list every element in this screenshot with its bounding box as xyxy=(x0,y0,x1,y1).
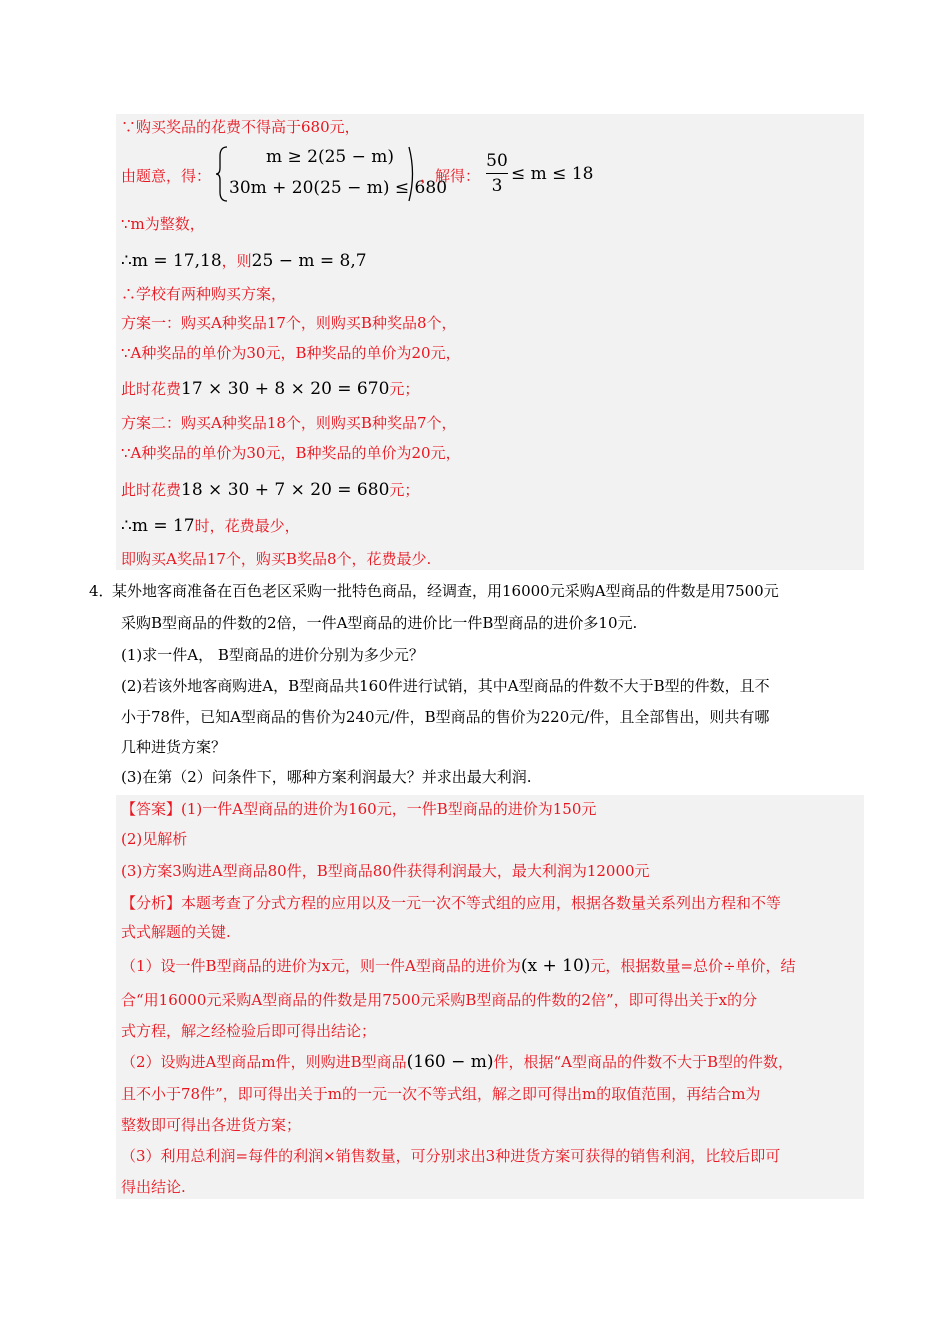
fraction-bar xyxy=(486,173,508,174)
solution-line: ∵m为整数， xyxy=(121,215,205,233)
question-text: 几种进货方案？ xyxy=(121,738,227,756)
inequality-result: ≤ m ≤ 18 xyxy=(511,164,594,184)
analysis-line: 且不小于78件”，即可得出关于m的一元一次不等式组，解之即可得出m的取值范围，再结合m为 xyxy=(121,1085,761,1103)
solution-line: 方案一：购买A种奖品17个，则购买B种奖品8个， xyxy=(121,314,457,332)
solve-label: ，解得： xyxy=(420,167,481,185)
analysis-line: （2）设购进A型商品m件，则购进B型商品(160 − m)件，根据“A型商品的件数不大于B型的件数， xyxy=(121,1052,794,1072)
solution-line: 方案二：购买A种奖品18个，则购买B种奖品7个， xyxy=(121,414,457,432)
question-text: 小于78件，已知A型商品的售价为240元/件，B型商品的售价为220元/件，且全部售出，则共有哪 xyxy=(121,708,770,726)
analysis-line: （1）设一件B型商品的进价为x元，则一件A型商品的进价为(x + 10)元，根据数量=总价÷单价，结 xyxy=(121,956,796,976)
analysis-line: 整数即可得出各进货方案； xyxy=(121,1116,302,1134)
analysis-line: 式式解题的关键. xyxy=(121,923,231,941)
paren-right-icon xyxy=(407,146,417,202)
analysis-line: 合“用16000元采购A型商品的件数是用7500元采购B型商品的件数的2倍”，即可得出关于x的分 xyxy=(121,991,758,1009)
analysis-line: （3）利用总利润=每件的利润×销售数量，可分别求出3种进货方案可获得的销售利润，比较后即可 xyxy=(121,1147,781,1165)
answer-line: (3)方案3购进A型商品80件，B型商品80件获得利润最大，最大利润为12000元 xyxy=(121,862,650,880)
question-part: (1)求一件A， B型商品的进价分别为多少元？ xyxy=(121,646,424,664)
solution-line: 此时花费18 × 30 + 7 × 20 = 680元； xyxy=(121,480,420,500)
solution-line-system: 由题意，得： xyxy=(121,167,212,185)
answer-line: 【答案】(1)一件A型商品的进价为160元，一件B型商品的进价为150元 xyxy=(121,800,597,818)
answer-line: (2)见解析 xyxy=(121,830,188,848)
question-number: 4． xyxy=(89,582,114,600)
solution-line: ∵购买奖品的花费不得高于680元， xyxy=(121,118,360,136)
question-text: 采购B型商品的件数的2倍，一件A型商品的进价比一件B型商品的进价多10元. xyxy=(121,614,638,632)
solution-line: ∵A种奖品的单价为30元，B种奖品的单价为20元， xyxy=(121,444,461,462)
solution-line: ∴学校有两种购买方案， xyxy=(121,285,287,303)
question-part: (3)在第（2）问条件下，哪种方案利润最大？并求出最大利润. xyxy=(121,768,532,786)
fraction-denominator: 3 xyxy=(491,176,503,196)
solution-line: ∴m = 17时，花费最少， xyxy=(121,516,300,536)
fraction-numerator: 50 xyxy=(486,151,508,171)
question-text: 某外地客商准备在百色老区采购一批特色商品，经调查，用16000元采购A型商品的件数是用7500元 xyxy=(112,582,779,600)
solution-line: 此时花费17 × 30 + 8 × 20 = 670元； xyxy=(121,379,420,399)
question-part: (2)若该外地客商购进A，B型商品共160件进行试销，其中A型商品的件数不大于B型的件数，且不 xyxy=(121,677,770,695)
analysis-line: 得出结论. xyxy=(121,1178,186,1196)
solution-line: 即购买A奖品17个，购买B奖品8个，花费最少. xyxy=(121,550,432,568)
system-row-2: 30m + 20(25 − m) ≤ 680 xyxy=(229,178,448,198)
solution-line: ∵A种奖品的单价为30元，B种奖品的单价为20元， xyxy=(121,344,461,362)
solution-line: ∴m = 17,18，则25 − m = 8,7 xyxy=(121,251,367,271)
analysis-line: 式方程，解之经检验后即可得出结论； xyxy=(121,1022,377,1040)
brace-left-icon xyxy=(215,146,229,202)
analysis-line: 【分析】本题考查了分式方程的应用以及一元一次不等式组的应用，根据各数量关系列出方程和不等 xyxy=(121,894,782,912)
system-row-1: m ≥ 2(25 − m) xyxy=(266,147,395,167)
